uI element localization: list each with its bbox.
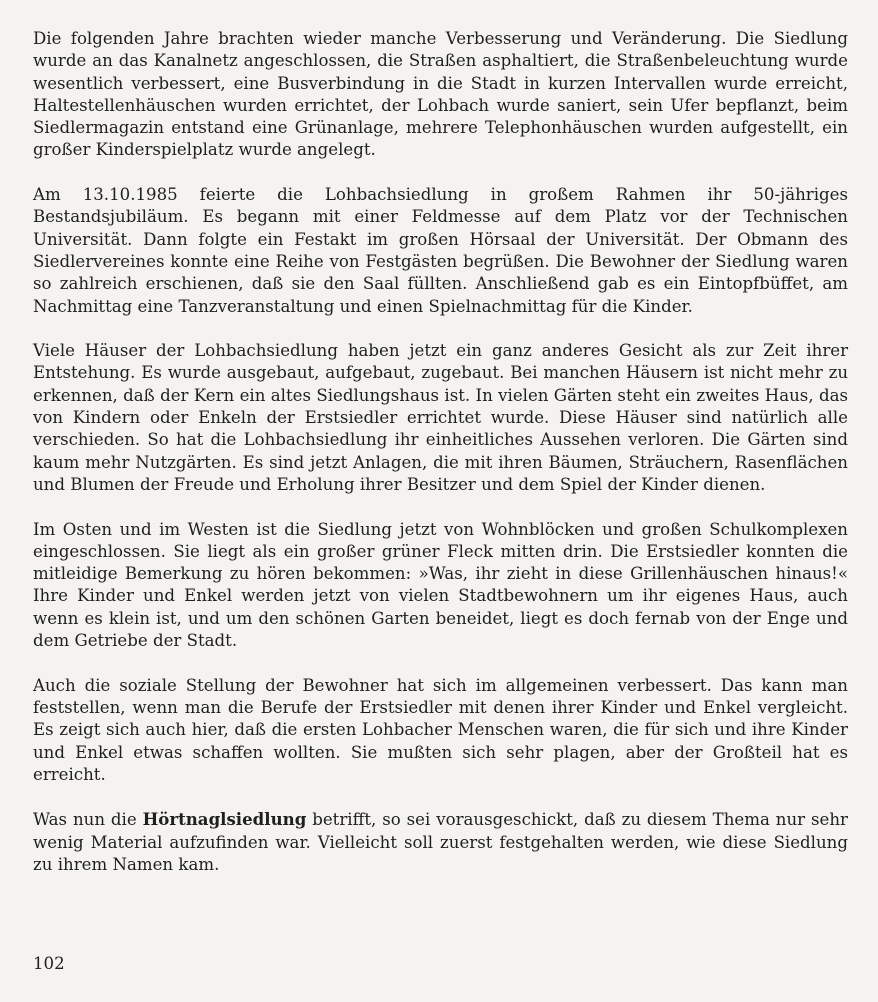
paragraph-social-status: Auch die soziale Stellung der Bewohner hat sich im allgemeinen verbessert. Das kann man feststellen, wenn man die Berufe der Erstsiedler mit denen ihrer Kinder und Enkel vergleicht. Es zeigt sich auch hier, daß die ersten Lohbacher Menschen waren, die für sich und ihre Kinder und Enkel etwas schaffen wollten. Sie mußten sich sehr plagen, aber der Großteil hat es erreicht. — [33, 675, 848, 784]
paragraph-jubilee: Am 13.10.1985 feierte die Lohbachsiedlung in großem Rahmen ihr 50-jähriges Bestandsjubiläum. Es begann mit einer Feldmesse auf dem Platz vor der Technischen Universität. Dann folgte ein Festakt im großen Hörsaal der Universität. Der Obmann des Siedlervereines konnte eine Reihe von Festgästen begrüßen. Die Bewohner der Siedlung waren so zahlreich erschienen, daß sie den Saal füllten. Anschließend gab es ein Eintopfbüffet, am Nachmittag eine Tanzveranstaltung und einen Spielnachmittag für die Kinder. — [33, 185, 848, 316]
paragraph-surroundings: Im Osten und im Westen ist die Siedlung jetzt von Wohnblöcken und großen Schulkomplexen eingeschlossen. Sie liegt als ein großer grüner Fleck mitten drin. Die Erstsiedler konnten die mitleidige Bemerkung zu hören bekommen: »Was, ihr zieht in diese Grillenhäuschen hinaus!« Ihre Kinder und Enkel werden jetzt von vielen Stadtbewohnern um ihr eigenes Haus, auch wenn es klein ist, und um den schönen Garten beneidet, liegt es doch fernab von der Enge und dem Getriebe der Stadt. — [33, 519, 848, 651]
paragraph-rest: betrifft, so sei vorausgeschickt, daß zu diesem Thema nur sehr wenig Material aufzufinden war. Vielleicht soll zuerst festgehalten werden, wie diese Siedlung zu ihrem Namen kam. — [33, 810, 848, 874]
bold-term-hoertnaglsiedlung: Hörtnaglsiedlung — [142, 809, 307, 830]
body-text — [33, 28, 848, 876]
paragraph-improvements: Die folgenden Jahre brachten wieder manche Verbesserung und Veränderung. Die Siedlung wurde an das Kanalnetz angeschlossen, die Straßen asphaltiert, die Straßenbeleuchtung wurde wesentlich verbessert, eine Busverbindung in die Stadt in kurzen Intervallen wurde erreicht, Haltestellenhäuschen wurden errichtet, der Lohbach wurde saniert, sein Ufer bepflanzt, beim Siedlermagazin entstand eine Grünanlage, mehrere Telephonhäuschen wurden aufgestellt, ein großer Kinderspielplatz wurde angelegt. — [33, 29, 848, 160]
paragraph-hoertnaglsiedlung — [33, 808, 848, 876]
page-number: 102 — [33, 954, 65, 973]
paragraph-lead: Was nun die — [33, 810, 143, 830]
paragraph-houses: Viele Häuser der Lohbachsiedlung haben jetzt ein ganz anderes Gesicht als zur Zeit ihrer Entstehung. Es wurde ausgebaut, aufgebaut, zugebaut. Bei manchen Häusern ist nicht mehr zu erkennen, daß der Kern ein altes Siedlungshaus ist. In vielen Gärten steht ein zweites Haus, das von Kindern oder Enkeln der Erstsiedler errichtet wurde. Diese Häuser sind natürlich alle verschieden. So hat die Lohbachsiedlung ihr einheitliches Aussehen verloren. Die Gärten sind kaum mehr Nutzgärten. Es sind jetzt Anlagen, die mit ihren Bäumen, Sträuchern, Rasenflächen und Blumen der Freude und Erholung ihrer Besitzer und dem Spiel der Kinder dienen. — [33, 341, 848, 494]
